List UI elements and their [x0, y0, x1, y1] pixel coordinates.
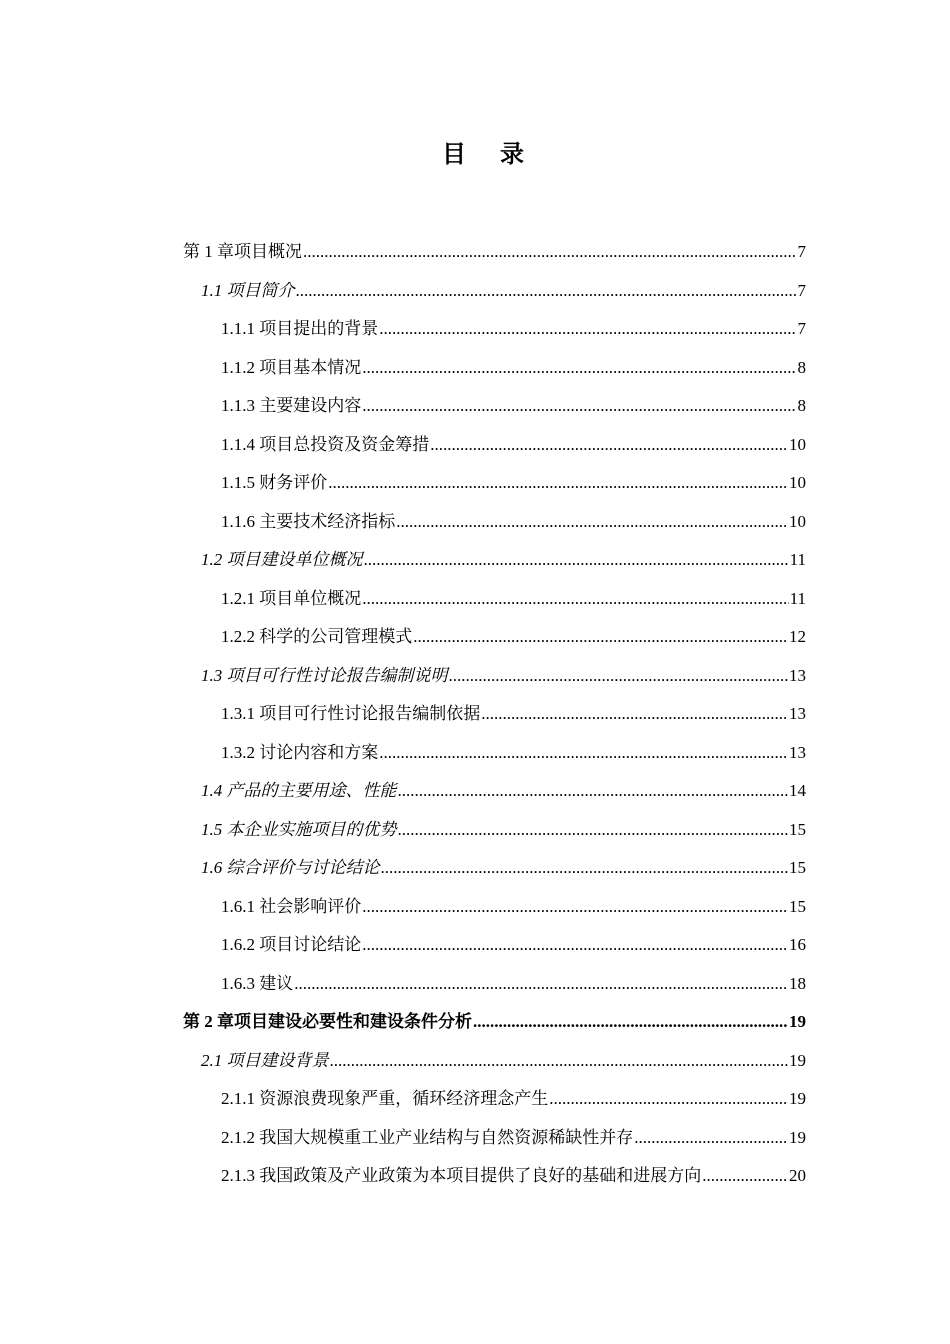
toc-page-number: 12 — [789, 627, 806, 647]
toc-entry-text: 1.3.2 讨论内容和方案 — [221, 742, 379, 762]
toc-entry-text: 1.6.3 建议 — [221, 973, 294, 993]
toc-page-number: 16 — [789, 935, 806, 955]
toc-entry-text: 第 2 章项目建设必要性和建设条件分析 — [183, 1012, 472, 1032]
toc-dot-leader — [481, 704, 788, 724]
toc-entry-1-2-1[interactable] — [0, 580, 950, 619]
toc-page-number: 8 — [797, 357, 806, 377]
toc-page-number: 10 — [789, 473, 806, 493]
toc-page-number: 8 — [797, 396, 806, 416]
toc-dot-leader — [294, 974, 788, 994]
toc-entry-text: 1.6.2 项目讨论结论 — [221, 935, 362, 955]
toc-entry-2-1-2[interactable] — [0, 1119, 950, 1158]
toc-dot-leader — [362, 396, 796, 416]
toc-dot-leader — [398, 781, 789, 801]
toc-entry-1-3-2[interactable] — [0, 734, 950, 773]
toc-dot-leader — [328, 473, 788, 493]
toc-dot-leader — [330, 1051, 789, 1071]
toc-entry-text: 1.6.1 社会影响评价 — [221, 896, 362, 916]
toc-dot-leader — [362, 897, 788, 917]
toc-entry-1-1-2[interactable] — [0, 349, 950, 388]
toc-dot-leader — [430, 435, 788, 455]
toc-entry-chapter-2[interactable] — [0, 1003, 950, 1042]
toc-entry-1-6-1[interactable] — [0, 888, 950, 927]
toc-entry-text: 1.1.4 项目总投资及资金筹措 — [221, 434, 430, 454]
toc-entry-1-1[interactable] — [0, 272, 950, 311]
toc-entry-chapter-1[interactable] — [0, 233, 950, 272]
toc-entry-1-1-6[interactable] — [0, 503, 950, 542]
toc-page-number: 7 — [797, 319, 806, 339]
toc-entry-text: 2.1.1 资源浪费现象严重，循环经济理念产生 — [221, 1089, 549, 1109]
toc-entry-text: 2.1.2 我国大规模重工业产业结构与自然资源稀缺性并存 — [221, 1127, 634, 1147]
toc-page-number: 19 — [789, 1127, 806, 1147]
toc-entry-1-1-5[interactable] — [0, 464, 950, 503]
toc-page-number: 13 — [789, 742, 806, 762]
toc-entry-text: 第 1 章项目概况 — [183, 242, 302, 262]
toc-dot-leader — [362, 358, 796, 378]
toc-dot-leader — [362, 589, 788, 609]
toc-page-number: 13 — [789, 665, 806, 685]
toc-entry-text: 1.3 项目可行性讨论报告编制说明 — [201, 665, 448, 685]
toc-page-number: 15 — [789, 858, 806, 878]
toc-entry-text: 1.2.1 项目单位概况 — [221, 588, 362, 608]
toc-entry-text: 1.1.3 主要建设内容 — [221, 396, 362, 416]
toc-entry-1-6[interactable] — [0, 849, 950, 888]
toc-title: 目 录 — [442, 142, 538, 168]
toc-dot-leader — [473, 1012, 788, 1032]
toc-entry-1-5[interactable] — [0, 811, 950, 850]
toc-entry-text: 1.1.5 财务评价 — [221, 473, 328, 493]
toc-page-number: 19 — [789, 1089, 806, 1109]
toc-entry-text: 1.6 综合评价与讨论结论 — [201, 858, 380, 878]
toc-entry-text: 1.4 产品的主要用途、性能 — [201, 781, 397, 801]
toc-entry-1-3-1[interactable] — [0, 695, 950, 734]
toc-entry-1-4[interactable] — [0, 772, 950, 811]
toc-dot-leader — [381, 858, 789, 878]
toc-page-number: 11 — [789, 588, 806, 608]
toc-page-number: 19 — [789, 1012, 806, 1032]
toc-dot-leader — [303, 242, 797, 262]
toc-page-number: 15 — [789, 896, 806, 916]
table-of-contents — [0, 233, 950, 1196]
toc-entry-1-2-2[interactable] — [0, 618, 950, 657]
toc-dot-leader — [398, 820, 789, 840]
toc-dot-leader — [296, 281, 797, 301]
toc-page-number: 10 — [789, 434, 806, 454]
toc-dot-leader — [449, 666, 789, 686]
toc-entry-text: 1.2 项目建设单位概况 — [201, 550, 363, 570]
toc-dot-leader — [413, 627, 788, 647]
toc-page-number: 20 — [789, 1166, 806, 1186]
toc-dot-leader — [634, 1128, 788, 1148]
toc-entry-2-1-1[interactable] — [0, 1080, 950, 1119]
toc-dot-leader — [702, 1166, 788, 1186]
toc-entry-1-6-3[interactable] — [0, 965, 950, 1004]
toc-page-number: 10 — [789, 511, 806, 531]
toc-entry-text: 2.1.3 我国政策及产业政策为本项目提供了良好的基础和进展方向 — [221, 1166, 702, 1186]
toc-entry-2-1[interactable] — [0, 1042, 950, 1081]
toc-entry-1-3[interactable] — [0, 657, 950, 696]
toc-entry-text: 1.1.1 项目提出的背景 — [221, 319, 379, 339]
toc-page-number: 7 — [797, 280, 806, 300]
toc-entry-1-1-4[interactable] — [0, 426, 950, 465]
toc-entry-1-1-1[interactable] — [0, 310, 950, 349]
toc-dot-leader — [379, 743, 788, 763]
toc-entry-2-1-3[interactable] — [0, 1157, 950, 1196]
toc-page-number: 13 — [789, 704, 806, 724]
toc-entry-text: 2.1 项目建设背景 — [201, 1050, 329, 1070]
toc-page-number: 19 — [789, 1050, 806, 1070]
toc-dot-leader — [379, 319, 796, 339]
toc-entry-text: 1.1.2 项目基本情况 — [221, 357, 362, 377]
toc-dot-leader — [549, 1089, 788, 1109]
toc-entry-text: 1.1.6 主要技术经济指标 — [221, 511, 396, 531]
toc-page-number: 7 — [797, 242, 806, 262]
toc-page-number: 15 — [789, 819, 806, 839]
toc-entry-text: 1.2.2 科学的公司管理模式 — [221, 627, 413, 647]
toc-entry-1-2[interactable] — [0, 541, 950, 580]
toc-dot-leader — [364, 550, 789, 570]
toc-page-number: 14 — [789, 781, 806, 801]
toc-entry-1-1-3[interactable] — [0, 387, 950, 426]
toc-entry-text: 1.3.1 项目可行性讨论报告编制依据 — [221, 704, 481, 724]
toc-entry-text: 1.5 本企业实施项目的优势 — [201, 819, 397, 839]
toc-dot-leader — [362, 935, 788, 955]
toc-dot-leader — [396, 512, 788, 532]
toc-entry-text: 1.1 项目简介 — [201, 280, 295, 300]
toc-page-number: 11 — [789, 550, 806, 570]
toc-page-number: 18 — [789, 973, 806, 993]
toc-entry-1-6-2[interactable] — [0, 926, 950, 965]
